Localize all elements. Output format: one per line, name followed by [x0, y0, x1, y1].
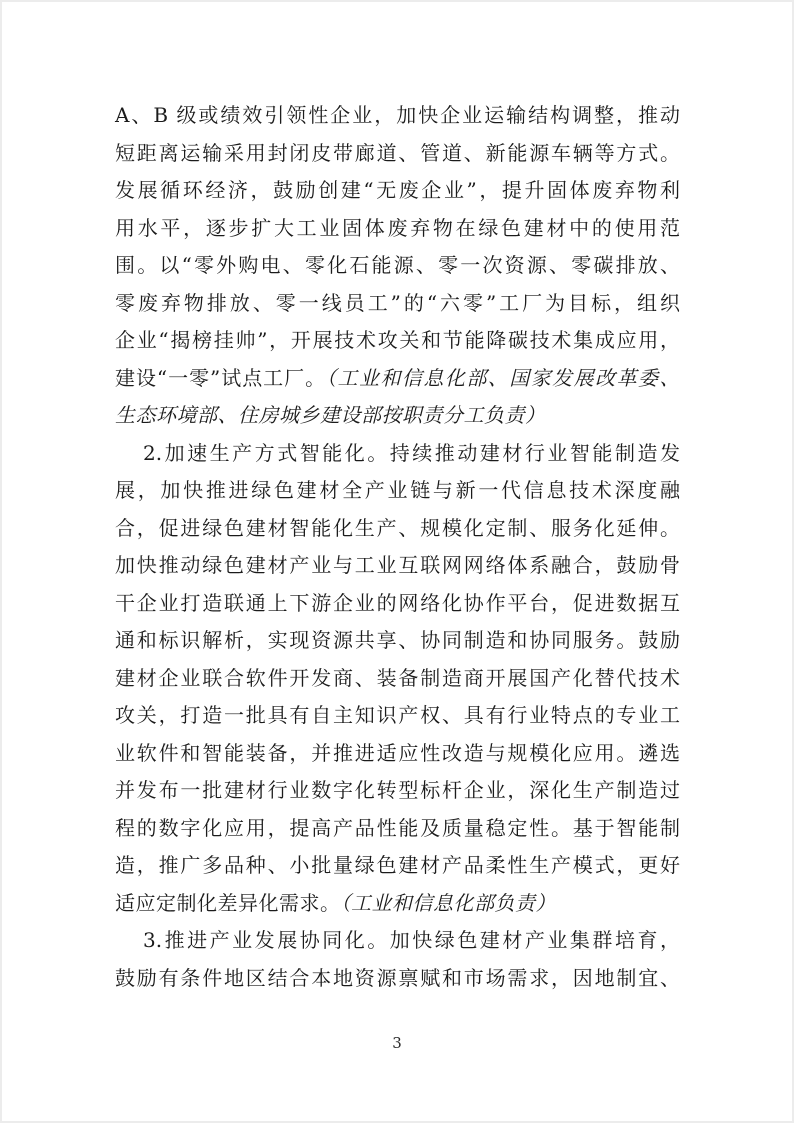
- text-line: [115, 135, 680, 173]
- text-line-item-3: [115, 922, 680, 960]
- text-line: [115, 472, 680, 510]
- body-text: 程的数字化应用，提高产品性能及质量稳定性。基于智能制: [115, 815, 680, 840]
- body-text: 发展循环经济，鼓励创建“无废企业”，提升固体废弃物利: [115, 178, 680, 202]
- text-line: [115, 885, 680, 923]
- body-text: 建设“一零”试点工厂。: [115, 365, 327, 390]
- text-line: [115, 210, 680, 248]
- body-text: 业软件和智能装备，并推进适应性改造与规模化应用。遴选: [115, 740, 680, 765]
- body-text: 通和标识解析，实现资源共享、协同制造和协同服务。鼓励: [115, 628, 680, 652]
- text-line: [115, 772, 680, 810]
- body-text: 展，加快推进绿色建材全产业链与新一代信息技术深度融: [115, 478, 680, 502]
- body-text: 加快推动绿色建材产业与工业互联网网络体系融合，鼓励骨: [115, 553, 680, 577]
- text-line: [115, 172, 680, 210]
- body-text: 干企业打造联通上下游企业的网络化协作平台，促进数据互: [115, 590, 680, 615]
- text-line: [115, 660, 680, 698]
- body-text: 攻关，打造一批具有自主知识产权、具有行业特点的专业工: [115, 703, 680, 727]
- body-text: 鼓励有条件地区结合本地资源禀赋和市场需求，因地制宜、: [115, 965, 680, 990]
- body-text: 建材企业联合软件开发商、装备制造商开展国产化替代技术: [115, 665, 680, 690]
- responsibility-note: 生态环境部、住房城乡建设部按职责分工负责）: [115, 403, 546, 427]
- text-line: [115, 960, 680, 998]
- page-number: 3: [392, 1034, 402, 1052]
- text-line: [115, 510, 680, 548]
- body-text: 适应定制化差异化需求。: [115, 890, 341, 915]
- text-line: [115, 360, 680, 398]
- text-line: [115, 622, 680, 660]
- text-line: [115, 285, 680, 323]
- body-text: 用水平，逐步扩大工业固体废弃物在绿色建材中的使用范: [115, 215, 680, 240]
- text-line: [115, 547, 680, 585]
- responsibility-note: （工业和信息化部、国家发展改革委、: [326, 365, 680, 390]
- text-line: [115, 322, 680, 360]
- text-line: [115, 810, 680, 848]
- body-text: 围。以“零外购电、零化石能源、零一次资源、零碳排放、: [115, 253, 680, 277]
- text-block: [115, 97, 680, 997]
- text-line: [115, 735, 680, 773]
- text-line: [115, 97, 680, 135]
- text-line-item-2: [115, 435, 680, 473]
- body-text: 2.加速生产方式智能化。持续推动建材行业智能制造发: [143, 440, 680, 465]
- body-text: 合，促进绿色建材智能化生产、规模化定制、服务化延伸。: [115, 515, 680, 540]
- text-line: [115, 397, 680, 435]
- body-text: 零废弃物排放、零一线员工”的“六零”工厂为目标，组织: [115, 290, 680, 315]
- responsibility-note: （工业和信息化部负责）: [340, 890, 556, 915]
- body-text: A、B 级或绩效引领性企业，加快企业运输结构调整，推动: [115, 103, 680, 127]
- text-line: [115, 247, 680, 285]
- text-line: [115, 847, 680, 885]
- body-text: 企业“揭榜挂帅”，开展技术攻关和节能降碳技术集成应用，: [115, 328, 680, 352]
- text-line: [115, 697, 680, 735]
- body-text: 造，推广多品种、小批量绿色建材产品柔性生产模式，更好: [115, 853, 680, 877]
- text-line: [115, 585, 680, 623]
- body-text: 短距离运输采用封闭皮带廊道、管道、新能源车辆等方式。: [115, 140, 680, 165]
- body-text: 并发布一批建材行业数字化转型标杆企业，深化生产制造过: [115, 778, 680, 802]
- body-text: 3.推进产业发展协同化。加快绿色建材产业集群培育，: [143, 928, 680, 952]
